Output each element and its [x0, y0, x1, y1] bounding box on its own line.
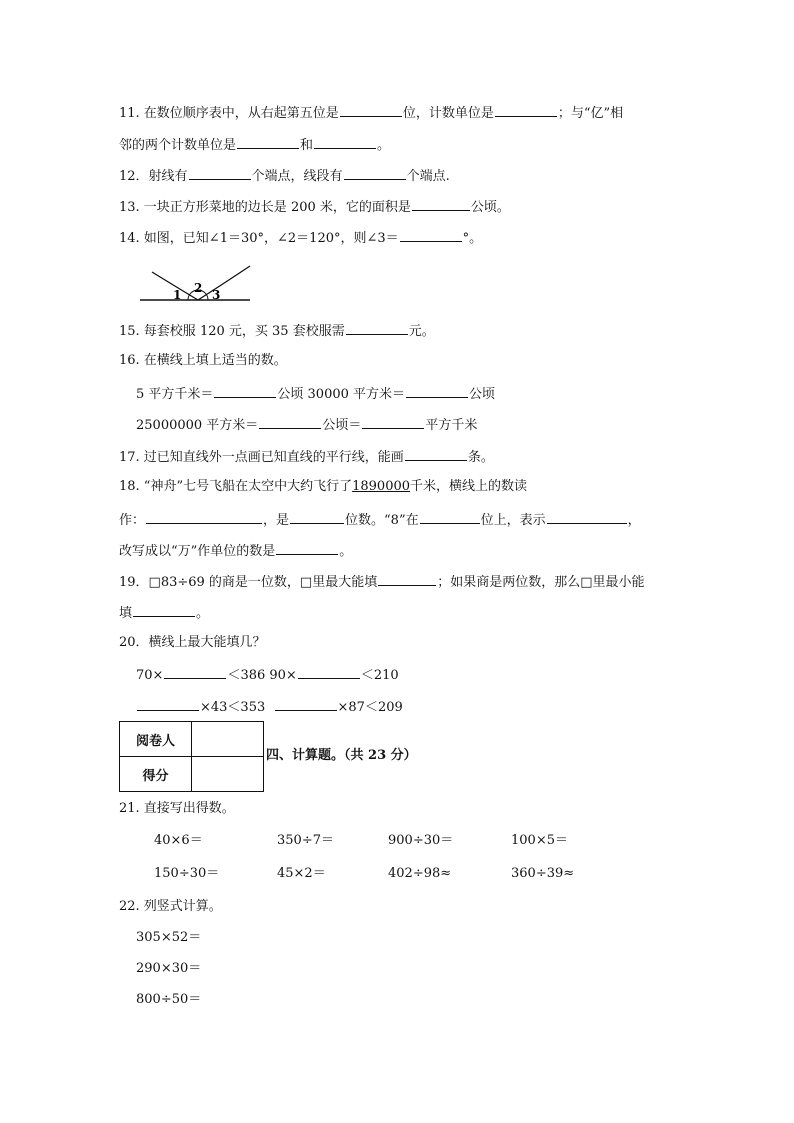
q18-text-a: 18. “神舟”七号飞船在太空中大约飞行了: [119, 479, 353, 494]
question-16-row1: [136, 384, 495, 404]
calc-item: 360÷39≈: [511, 866, 575, 881]
q11-text-b: 位，计数单位是: [402, 106, 494, 121]
question-20-row1: [136, 665, 399, 685]
q11-text-e: 和: [300, 138, 314, 153]
answer-blank[interactable]: [378, 572, 436, 586]
question-18-line2: [119, 510, 641, 530]
q19-text-b: ；如果商是两位数，那么□里最小能: [437, 575, 645, 590]
q11-text-a: 11. 在数位顺序表中，从右起第五位是: [119, 106, 339, 121]
q14-text-a: 14. 如图，已知∠1＝30°，∠2＝120°，则∠3＝: [119, 231, 399, 246]
q20-r1-b: ＜386 90×: [227, 668, 297, 683]
question-16-title: 16. 在横线上填上适当的数。: [119, 353, 287, 368]
q11-text-f: 。: [377, 138, 391, 153]
q12-text-c: 个端点.: [406, 169, 450, 184]
answer-blank[interactable]: [137, 697, 199, 711]
vertical-calc-item: 800÷50＝: [136, 992, 202, 1007]
score-cell[interactable]: [192, 757, 264, 792]
question-17: [119, 447, 494, 467]
question-21-title: 21. 直接写出得数。: [119, 801, 235, 816]
answer-blank[interactable]: [400, 228, 462, 242]
question-19-line2: [119, 603, 209, 623]
angle-label-2: 2: [194, 281, 203, 295]
q19-text-d: 。: [196, 606, 210, 621]
q14-text-b: °。: [462, 231, 483, 246]
question-12: [119, 166, 450, 186]
q18-text-g: ，: [627, 513, 641, 528]
answer-blank[interactable]: [405, 447, 467, 461]
q20-r1-c: ＜210: [360, 668, 399, 683]
question-22-title: 22. 列竖式计算。: [119, 899, 222, 914]
q16-r2-a: 25000000 平方米＝: [136, 418, 259, 433]
question-14: [119, 228, 482, 248]
answer-blank[interactable]: [340, 103, 402, 117]
question-15: [119, 321, 435, 341]
q17-text-b: 条。: [467, 450, 494, 465]
q18-text-e: 位数。“8”在: [345, 513, 419, 528]
answer-blank[interactable]: [298, 665, 360, 679]
calc-item: 900÷30＝: [388, 833, 454, 848]
reviewer-label: 阅卷人: [120, 722, 192, 757]
question-19-line1: [119, 572, 645, 592]
question-11-line2: [119, 135, 390, 155]
section-4-heading: 四、计算题。（共 23 分）: [266, 748, 417, 763]
answer-blank[interactable]: [146, 510, 262, 524]
calc-item: 40×6＝: [154, 833, 203, 848]
answer-blank[interactable]: [495, 103, 557, 117]
angle-label-3: 3: [212, 288, 221, 302]
reviewer-cell[interactable]: [192, 722, 264, 757]
q13-text-a: 13. 一块正方形菜地的边长是 200 米，它的面积是: [119, 200, 411, 215]
q18-distance-number: 1890000: [352, 479, 411, 494]
answer-blank[interactable]: [237, 135, 299, 149]
q16-r1-a: 5 平方千米＝: [136, 387, 214, 402]
answer-blank[interactable]: [314, 135, 376, 149]
q11-text-c: ；与“亿”相: [557, 106, 624, 121]
q12-text-b: 个端点，线段有: [251, 169, 343, 184]
q18-text-d: ，是: [263, 513, 290, 528]
q15-text-a: 15. 每套校服 120 元，买 35 套校服需: [119, 324, 345, 339]
score-table: [119, 721, 264, 792]
answer-blank[interactable]: [406, 384, 468, 398]
angle-label-1: 1: [173, 288, 182, 302]
vertical-calc-item: 290×30＝: [136, 961, 202, 976]
q18-text-c: 作：: [119, 513, 146, 528]
answer-blank[interactable]: [420, 510, 480, 524]
q15-text-b: 元。: [408, 324, 435, 339]
question-11-line1: [119, 103, 623, 123]
vertical-calc-item: 305×52＝: [136, 930, 202, 945]
answer-blank[interactable]: [189, 166, 251, 180]
q20-r1-a: 70×: [136, 668, 164, 683]
question-20-title: 20．横线上最大能填几？: [119, 635, 266, 650]
q18-text-i: 。: [339, 544, 353, 559]
q19-text-c: 填: [119, 606, 133, 621]
score-label: 得分: [120, 757, 192, 792]
answer-blank[interactable]: [547, 510, 627, 524]
q17-text-a: 17. 过已知直线外一点画已知直线的平行线，能画: [119, 450, 404, 465]
answer-blank[interactable]: [259, 415, 321, 429]
q16-r1-c: 公顷: [469, 387, 496, 402]
q18-text-b: 千米，横线上的数读: [410, 479, 528, 494]
q13-text-b: 公顷。: [470, 200, 510, 215]
calc-item: 350÷7＝: [277, 833, 334, 848]
question-18-line3: [119, 541, 352, 561]
answer-blank[interactable]: [276, 541, 338, 555]
question-13: [119, 197, 510, 217]
q16-r2-b: 公顷＝: [322, 418, 362, 433]
question-18-line1: [119, 478, 527, 496]
calc-item: 150÷30＝: [154, 866, 220, 881]
q18-text-h: 改写成以“万”作单位的数是: [119, 544, 276, 559]
answer-blank[interactable]: [412, 197, 470, 211]
answer-blank[interactable]: [362, 415, 424, 429]
q20-r2-b: ×87＜209: [337, 700, 403, 715]
answer-blank[interactable]: [346, 321, 408, 335]
answer-blank[interactable]: [290, 510, 344, 524]
q16-r2-c: 平方千米: [425, 418, 478, 433]
question-20-row2: [136, 697, 403, 717]
angle-figure: [138, 258, 268, 308]
q11-text-d: 邻的两个计数单位是: [119, 138, 237, 153]
question-16-row2: [136, 415, 477, 435]
q18-text-f: 位上，表示: [480, 513, 546, 528]
answer-blank[interactable]: [275, 697, 337, 711]
q12-text-a: 12．射线有: [119, 169, 188, 184]
calc-item: 402÷98≈: [388, 866, 452, 881]
calc-item: 45×2＝: [277, 866, 326, 881]
answer-blank[interactable]: [164, 665, 226, 679]
answer-blank[interactable]: [344, 166, 406, 180]
answer-blank[interactable]: [214, 384, 276, 398]
q16-r1-b: 公顷 30000 平方米＝: [277, 387, 406, 402]
q20-r2-a: ×43＜353: [200, 700, 266, 715]
calc-item: 100×5＝: [511, 833, 568, 848]
answer-blank[interactable]: [133, 603, 195, 617]
q19-text-a: 19．□83÷69 的商是一位数，□里最大能填: [119, 575, 378, 590]
